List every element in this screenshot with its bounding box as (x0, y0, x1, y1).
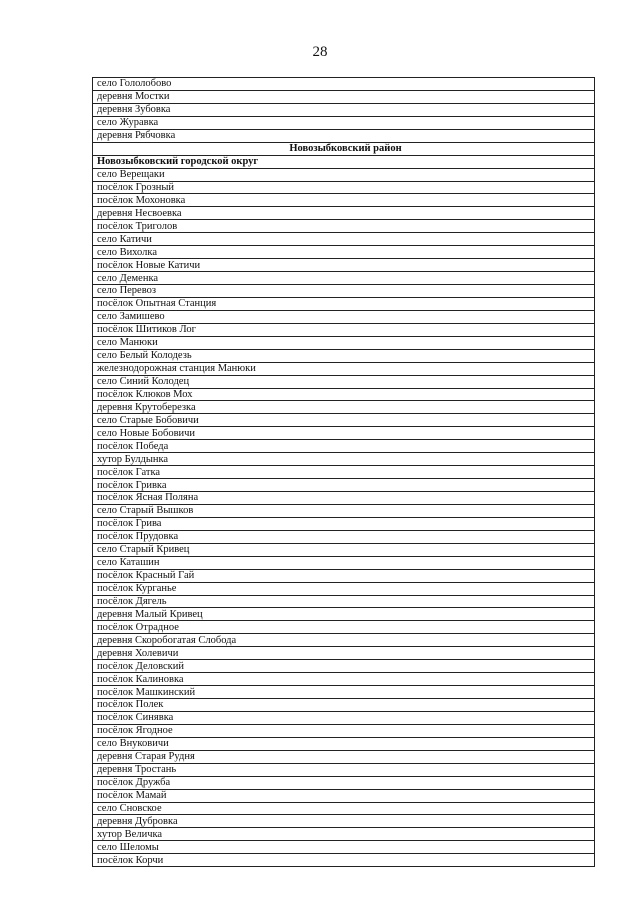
settlement-name: деревня Крутоберезка (93, 401, 595, 414)
settlements-table (92, 77, 595, 867)
district-header-row (93, 142, 595, 155)
table-row (93, 621, 595, 634)
table-row (93, 660, 595, 673)
table-row (93, 336, 595, 349)
settlement-name: село Катичи (93, 233, 595, 246)
settlement-name: деревня Старая Рудня (93, 750, 595, 763)
settlement-name: Новозыбковский городской округ (93, 155, 595, 168)
table-row (93, 220, 595, 233)
settlement-name: село Журавка (93, 116, 595, 129)
settlement-name: посёлок Отрадное (93, 621, 595, 634)
page-number: 28 (312, 44, 328, 60)
settlement-name: посёлок Новые Катичи (93, 259, 595, 272)
settlement-name: хутор Величка (93, 828, 595, 841)
settlement-name: посёлок Деловский (93, 660, 595, 673)
table-row (93, 699, 595, 712)
table-row (93, 272, 595, 285)
table-row (93, 504, 595, 517)
table-row (93, 815, 595, 828)
table-row (93, 168, 595, 181)
table-row (93, 582, 595, 595)
settlement-name: посёлок Победа (93, 440, 595, 453)
table-row (93, 647, 595, 660)
table-row (93, 466, 595, 479)
settlement-name: село Сновское (93, 802, 595, 815)
settlement-name: посёлок Грозный (93, 181, 595, 194)
table-row (93, 763, 595, 776)
table-row (93, 453, 595, 466)
settlement-name: хутор Булдынка (93, 453, 595, 466)
table-row (93, 78, 595, 91)
table-row (93, 711, 595, 724)
table-row (93, 543, 595, 556)
table-row (93, 737, 595, 750)
settlements-table-body (93, 78, 595, 867)
table-row (93, 634, 595, 647)
table-row (93, 207, 595, 220)
table-row (93, 724, 595, 737)
table-row (93, 841, 595, 854)
settlement-name: село Шеломы (93, 841, 595, 854)
table-row (93, 440, 595, 453)
settlement-name: село Гололобово (93, 78, 595, 91)
table-row (93, 285, 595, 298)
settlement-name: деревня Малый Кривец (93, 608, 595, 621)
settlement-name: посёлок Синявка (93, 711, 595, 724)
settlement-name: Новозыбковский район (93, 142, 595, 155)
settlement-name: посёлок Опытная Станция (93, 297, 595, 310)
settlement-name: посёлок Прудовка (93, 530, 595, 543)
settlement-name: деревня Тростань (93, 763, 595, 776)
settlement-name: село Деменка (93, 272, 595, 285)
table-row (93, 181, 595, 194)
settlement-name: посёлок Мамай (93, 789, 595, 802)
table-row (93, 556, 595, 569)
settlement-name: посёлок Гатка (93, 466, 595, 479)
table-row (93, 349, 595, 362)
settlement-name: село Белый Колодезь (93, 349, 595, 362)
settlement-name: село Каташин (93, 556, 595, 569)
settlement-name: посёлок Грива (93, 517, 595, 530)
table-row (93, 310, 595, 323)
settlement-name: посёлок Ягодное (93, 724, 595, 737)
table-row (93, 517, 595, 530)
table-row (93, 686, 595, 699)
table-row (93, 259, 595, 272)
table-row (93, 388, 595, 401)
table-row (93, 789, 595, 802)
table-row (93, 569, 595, 582)
table-row (93, 595, 595, 608)
table-row (93, 323, 595, 336)
settlement-name: село Старые Бобовичи (93, 414, 595, 427)
table-row (93, 750, 595, 763)
settlement-name: посёлок Красный Гай (93, 569, 595, 582)
table-row (93, 116, 595, 129)
settlement-name: посёлок Корчи (93, 854, 595, 867)
settlement-name: село Перевоз (93, 285, 595, 298)
table-row (93, 530, 595, 543)
settlement-name: село Новые Бобовичи (93, 427, 595, 440)
table-row (93, 802, 595, 815)
table-row (93, 129, 595, 142)
table-row (93, 362, 595, 375)
table-row (93, 194, 595, 207)
table-row (93, 479, 595, 492)
settlement-name: село Старый Вышков (93, 504, 595, 517)
table-row (93, 776, 595, 789)
table-row (93, 608, 595, 621)
settlement-name: село Старый Кривец (93, 543, 595, 556)
settlement-name: посёлок Мохоновка (93, 194, 595, 207)
settlement-name: деревня Холевичи (93, 647, 595, 660)
settlement-name: посёлок Дружба (93, 776, 595, 789)
settlement-name: деревня Несвоевка (93, 207, 595, 220)
settlement-name: посёлок Ясная Поляна (93, 492, 595, 505)
table-row (93, 103, 595, 116)
table-row (93, 854, 595, 867)
settlement-name: деревня Рябчовка (93, 129, 595, 142)
settlement-name: посёлок Гривка (93, 479, 595, 492)
settlement-name: посёлок Машкинский (93, 686, 595, 699)
okrug-header-row (93, 155, 595, 168)
settlement-name: деревня Зубовка (93, 103, 595, 116)
settlement-name: село Верещаки (93, 168, 595, 181)
table-row (93, 90, 595, 103)
settlement-name: деревня Дубровка (93, 815, 595, 828)
table-row (93, 375, 595, 388)
settlement-name: деревня Мостки (93, 90, 595, 103)
settlement-name: посёлок Дягель (93, 595, 595, 608)
settlement-name: посёлок Клюков Мох (93, 388, 595, 401)
settlement-name: посёлок Калиновка (93, 673, 595, 686)
table-row (93, 246, 595, 259)
settlement-name: посёлок Курганье (93, 582, 595, 595)
table-row (93, 414, 595, 427)
settlement-name: село Замишево (93, 310, 595, 323)
table-row (93, 297, 595, 310)
table-row (93, 427, 595, 440)
settlement-name: село Вихолка (93, 246, 595, 259)
settlement-name: посёлок Шитиков Лог (93, 323, 595, 336)
settlement-name: посёлок Полек (93, 699, 595, 712)
settlement-name: посёлок Триголов (93, 220, 595, 233)
settlement-name: село Синий Колодец (93, 375, 595, 388)
table-row (93, 673, 595, 686)
table-row (93, 233, 595, 246)
table-row (93, 492, 595, 505)
table-row (93, 828, 595, 841)
settlement-name: железнодорожная станция Манюки (93, 362, 595, 375)
settlement-name: село Манюки (93, 336, 595, 349)
settlement-name: деревня Скоробогатая Слобода (93, 634, 595, 647)
settlement-name: село Внуковичи (93, 737, 595, 750)
table-row (93, 401, 595, 414)
